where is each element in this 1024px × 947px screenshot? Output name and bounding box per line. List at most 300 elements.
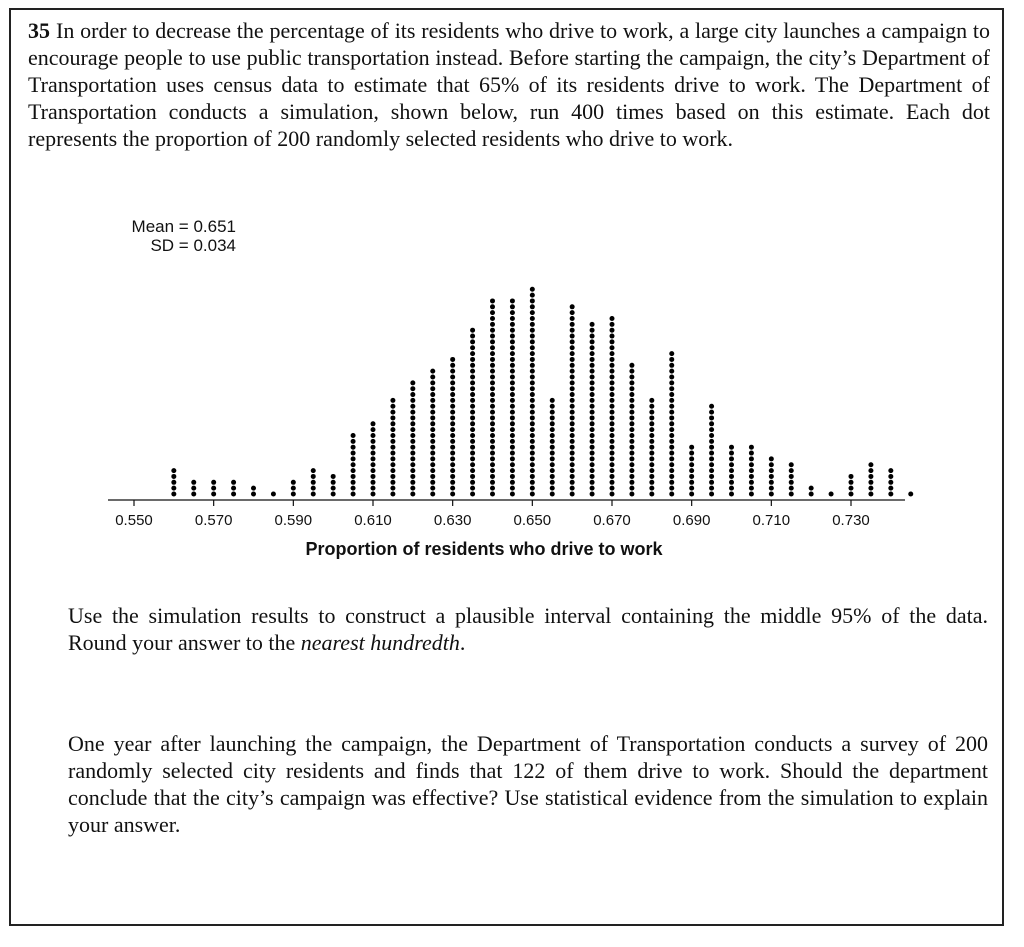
data-dot — [610, 445, 615, 450]
data-dot — [410, 398, 415, 403]
data-dot — [490, 415, 495, 420]
data-dot — [490, 363, 495, 368]
interval-prompt-text: Use the simulation results to construct a plausible interval containing the middle 95% of the data. Round your answer to the — [68, 603, 988, 655]
data-dot — [510, 392, 515, 397]
data-dot — [530, 345, 535, 350]
question-text: In order to decrease the percentage of its residents who drive to work, a large city launches a campaign to encourage people to use public transportation instead. Before starting the campaign, the city’s Department of Transportation uses census data to estimate that 65% of its residents drive to work. The Department of Transportation conducts a simulation, shown below, run 400 times based on this estimate. Each dot represents the proportion of 200 randomly selected residents who drive to work. — [28, 18, 990, 151]
data-dot — [470, 328, 475, 333]
data-dot — [351, 468, 356, 473]
data-dot — [590, 380, 595, 385]
data-dot — [470, 398, 475, 403]
data-dot — [510, 427, 515, 432]
data-dot — [331, 480, 336, 485]
data-dot — [470, 415, 475, 420]
data-dot — [729, 451, 734, 456]
data-dot — [351, 474, 356, 479]
data-dot — [570, 451, 575, 456]
data-dot — [669, 480, 674, 485]
data-dot — [669, 398, 674, 403]
data-dot — [610, 322, 615, 327]
data-dot — [490, 456, 495, 461]
data-dot — [530, 357, 535, 362]
data-dot — [430, 410, 435, 415]
data-dot — [570, 492, 575, 497]
data-dot — [590, 404, 595, 409]
data-dot — [371, 486, 376, 491]
data-dot — [769, 492, 774, 497]
data-dot — [629, 398, 634, 403]
data-dot — [809, 486, 814, 491]
data-dot — [470, 380, 475, 385]
data-dot — [450, 363, 455, 368]
data-dot — [789, 462, 794, 467]
data-dot — [510, 410, 515, 415]
data-dot — [849, 486, 854, 491]
data-dot — [629, 474, 634, 479]
dot-column — [331, 474, 336, 497]
dot-column — [171, 468, 176, 496]
data-dot — [829, 492, 834, 497]
data-dot — [888, 468, 893, 473]
data-dot — [410, 392, 415, 397]
data-dot — [629, 415, 634, 420]
data-dot — [729, 456, 734, 461]
data-dot — [410, 433, 415, 438]
data-dot — [490, 427, 495, 432]
dot-column — [291, 480, 296, 497]
data-dot — [430, 468, 435, 473]
data-dot — [629, 404, 634, 409]
data-dot — [570, 410, 575, 415]
data-dot — [669, 462, 674, 467]
data-dot — [789, 474, 794, 479]
data-dot — [590, 386, 595, 391]
data-dot — [490, 404, 495, 409]
data-dot — [610, 404, 615, 409]
data-dot — [371, 474, 376, 479]
data-dot — [629, 451, 634, 456]
data-dot — [669, 375, 674, 380]
data-dot — [450, 427, 455, 432]
x-tick-label: 0.570 — [194, 512, 233, 529]
data-dot — [211, 480, 216, 485]
data-dot — [590, 351, 595, 356]
data-dot — [550, 398, 555, 403]
data-dot — [868, 462, 873, 467]
data-dot — [888, 486, 893, 491]
data-dot — [430, 451, 435, 456]
data-dot — [410, 386, 415, 391]
data-dot — [171, 468, 176, 473]
data-dot — [410, 474, 415, 479]
data-dot — [510, 386, 515, 391]
dot-column — [490, 298, 495, 496]
data-dot — [470, 451, 475, 456]
data-dot — [510, 304, 515, 309]
data-dot — [689, 486, 694, 491]
data-dot — [629, 380, 634, 385]
data-dot — [510, 404, 515, 409]
data-dot — [490, 357, 495, 362]
data-dot — [390, 404, 395, 409]
data-dot — [629, 433, 634, 438]
data-dot — [590, 398, 595, 403]
data-dot — [390, 421, 395, 426]
data-dot — [430, 480, 435, 485]
data-dot — [490, 316, 495, 321]
data-dot — [749, 480, 754, 485]
data-dot — [510, 322, 515, 327]
data-dot — [590, 462, 595, 467]
data-dot — [430, 439, 435, 444]
data-dot — [649, 480, 654, 485]
data-dot — [470, 410, 475, 415]
dot-column — [789, 462, 794, 496]
data-dot — [709, 492, 714, 497]
data-dot — [450, 433, 455, 438]
data-dot — [331, 486, 336, 491]
data-dot — [749, 462, 754, 467]
data-dot — [470, 421, 475, 426]
data-dot — [470, 357, 475, 362]
data-dot — [570, 433, 575, 438]
data-dot — [749, 492, 754, 497]
data-dot — [510, 310, 515, 315]
data-dot — [490, 380, 495, 385]
data-dot — [450, 386, 455, 391]
data-dot — [649, 474, 654, 479]
data-dot — [610, 451, 615, 456]
data-dot — [629, 486, 634, 491]
data-dot — [470, 486, 475, 491]
data-dot — [590, 357, 595, 362]
data-dot — [231, 480, 236, 485]
data-dot — [809, 492, 814, 497]
data-dot — [868, 480, 873, 485]
data-dot — [610, 415, 615, 420]
data-dot — [709, 421, 714, 426]
data-dot — [490, 492, 495, 497]
data-dot — [550, 456, 555, 461]
data-dot — [590, 375, 595, 380]
data-dot — [410, 462, 415, 467]
data-dot — [908, 492, 913, 497]
interval-prompt-emphasis: nearest hundredth — [300, 630, 460, 655]
data-dot — [510, 375, 515, 380]
data-dot — [629, 427, 634, 432]
data-dot — [530, 380, 535, 385]
data-dot — [450, 474, 455, 479]
data-dot — [590, 492, 595, 497]
data-dot — [689, 474, 694, 479]
data-dot — [689, 492, 694, 497]
data-dot — [510, 298, 515, 303]
data-dot — [530, 433, 535, 438]
data-dot — [550, 451, 555, 456]
data-dot — [729, 486, 734, 491]
data-dot — [530, 293, 535, 298]
data-dot — [590, 363, 595, 368]
data-dot — [849, 480, 854, 485]
data-dot — [709, 468, 714, 473]
data-dot — [570, 386, 575, 391]
data-dot — [450, 392, 455, 397]
data-dot — [689, 451, 694, 456]
data-dot — [590, 451, 595, 456]
data-dot — [530, 427, 535, 432]
data-dot — [530, 386, 535, 391]
data-dot — [649, 468, 654, 473]
data-dot — [390, 445, 395, 450]
data-dot — [749, 445, 754, 450]
data-dot — [311, 480, 316, 485]
data-dot — [311, 492, 316, 497]
data-dot — [510, 439, 515, 444]
dot-column — [849, 474, 854, 497]
data-dot — [311, 468, 316, 473]
data-dot — [450, 380, 455, 385]
data-dot — [610, 474, 615, 479]
data-dot — [490, 304, 495, 309]
data-dot — [410, 468, 415, 473]
data-dot — [470, 474, 475, 479]
data-dot — [669, 357, 674, 362]
data-dot — [530, 456, 535, 461]
interval-prompt-end: . — [459, 630, 466, 655]
data-dot — [610, 369, 615, 374]
data-dot — [490, 486, 495, 491]
data-dot — [390, 410, 395, 415]
data-dot — [649, 445, 654, 450]
dot-column — [371, 421, 376, 496]
data-dot — [490, 328, 495, 333]
data-dot — [490, 345, 495, 350]
dot-column — [868, 462, 873, 496]
data-dot — [450, 398, 455, 403]
data-dot — [570, 328, 575, 333]
data-dot — [629, 392, 634, 397]
data-dot — [410, 380, 415, 385]
data-dot — [610, 380, 615, 385]
data-dot — [530, 451, 535, 456]
data-dot — [669, 363, 674, 368]
data-dot — [590, 339, 595, 344]
data-dot — [351, 456, 356, 461]
dot-column — [749, 445, 754, 497]
data-dot — [550, 404, 555, 409]
data-dot — [390, 468, 395, 473]
data-dot — [530, 486, 535, 491]
data-dot — [530, 480, 535, 485]
data-dot — [430, 398, 435, 403]
data-dot — [530, 492, 535, 497]
data-dot — [390, 427, 395, 432]
data-dot — [191, 480, 196, 485]
data-dot — [510, 339, 515, 344]
data-dot — [510, 456, 515, 461]
data-dot — [530, 328, 535, 333]
question-number: 35 — [28, 18, 50, 43]
data-dot — [590, 392, 595, 397]
data-dot — [510, 421, 515, 426]
x-tick-label: 0.590 — [274, 512, 313, 529]
data-dot — [231, 492, 236, 497]
data-dot — [649, 415, 654, 420]
dot-column — [888, 468, 893, 496]
data-dot — [729, 468, 734, 473]
data-dot — [490, 334, 495, 339]
data-dot — [868, 468, 873, 473]
data-dot — [749, 451, 754, 456]
data-dot — [550, 421, 555, 426]
data-dot — [570, 351, 575, 356]
data-dot — [709, 427, 714, 432]
data-dot — [410, 415, 415, 420]
data-dot — [629, 462, 634, 467]
data-dot — [610, 398, 615, 403]
dot-column — [430, 369, 435, 497]
data-dot — [351, 451, 356, 456]
data-dot — [470, 427, 475, 432]
data-dot — [530, 398, 535, 403]
data-dot — [709, 456, 714, 461]
data-dot — [709, 433, 714, 438]
data-dot — [610, 316, 615, 321]
data-dot — [629, 439, 634, 444]
data-dot — [669, 369, 674, 374]
data-dot — [530, 404, 535, 409]
data-dot — [410, 456, 415, 461]
data-dot — [371, 427, 376, 432]
data-dot — [610, 462, 615, 467]
data-dot — [550, 433, 555, 438]
data-dot — [371, 433, 376, 438]
data-dot — [629, 456, 634, 461]
data-dot — [590, 328, 595, 333]
dot-column — [629, 363, 634, 497]
data-dot — [510, 398, 515, 403]
data-dot — [649, 486, 654, 491]
dot-column — [729, 445, 734, 497]
data-dot — [430, 492, 435, 497]
data-dot — [410, 439, 415, 444]
data-dot — [570, 480, 575, 485]
data-dot — [649, 398, 654, 403]
dot-column — [590, 322, 595, 497]
x-tick-label: 0.630 — [433, 512, 472, 529]
data-dot — [371, 492, 376, 497]
data-dot — [669, 351, 674, 356]
data-dot — [430, 375, 435, 380]
data-dot — [371, 480, 376, 485]
data-dot — [351, 486, 356, 491]
data-dot — [868, 492, 873, 497]
data-dot — [709, 462, 714, 467]
data-dot — [590, 468, 595, 473]
data-dot — [610, 480, 615, 485]
data-dot — [709, 480, 714, 485]
data-dot — [510, 433, 515, 438]
data-dot — [649, 492, 654, 497]
data-dot — [868, 474, 873, 479]
dot-column — [311, 468, 316, 496]
data-dot — [490, 298, 495, 303]
data-dot — [410, 492, 415, 497]
data-dot — [570, 363, 575, 368]
data-dot — [769, 480, 774, 485]
dot-column — [530, 287, 535, 497]
data-dot — [610, 410, 615, 415]
data-dot — [410, 480, 415, 485]
data-dot — [590, 456, 595, 461]
data-dot — [430, 462, 435, 467]
data-dot — [570, 375, 575, 380]
data-dot — [590, 345, 595, 350]
data-dot — [590, 480, 595, 485]
data-dot — [669, 415, 674, 420]
data-dot — [450, 369, 455, 374]
data-dot — [450, 486, 455, 491]
dot-column — [709, 404, 714, 497]
data-dot — [629, 410, 634, 415]
data-dot — [669, 451, 674, 456]
data-dot — [649, 462, 654, 467]
data-dot — [171, 492, 176, 497]
data-dot — [709, 439, 714, 444]
data-dot — [371, 468, 376, 473]
data-dot — [669, 456, 674, 461]
data-dot — [888, 492, 893, 497]
data-dot — [570, 316, 575, 321]
data-dot — [490, 339, 495, 344]
data-dot — [629, 386, 634, 391]
data-dot — [610, 427, 615, 432]
data-dot — [669, 492, 674, 497]
data-dot — [450, 456, 455, 461]
data-dot — [351, 492, 356, 497]
x-axis-title: Proportion of residents who drive to work — [305, 539, 663, 559]
data-dot — [610, 392, 615, 397]
data-dot — [231, 486, 236, 491]
data-dot — [849, 492, 854, 497]
data-dot — [530, 462, 535, 467]
data-dot — [490, 310, 495, 315]
x-tick-label: 0.670 — [593, 512, 631, 529]
x-tick-label: 0.730 — [832, 512, 870, 529]
data-dot — [689, 445, 694, 450]
data-dot — [470, 433, 475, 438]
interval-prompt — [68, 602, 988, 656]
data-dot — [570, 427, 575, 432]
data-dot — [669, 474, 674, 479]
data-dot — [510, 380, 515, 385]
data-dot — [649, 439, 654, 444]
data-dot — [490, 351, 495, 356]
data-dot — [530, 304, 535, 309]
data-dot — [490, 445, 495, 450]
data-dot — [530, 474, 535, 479]
data-dot — [570, 322, 575, 327]
data-dot — [709, 410, 714, 415]
data-dot — [570, 392, 575, 397]
data-dot — [410, 445, 415, 450]
data-dot — [510, 369, 515, 374]
data-dot — [729, 492, 734, 497]
data-dot — [430, 392, 435, 397]
dots-layer — [171, 287, 913, 497]
data-dot — [649, 427, 654, 432]
dot-column — [271, 492, 276, 497]
